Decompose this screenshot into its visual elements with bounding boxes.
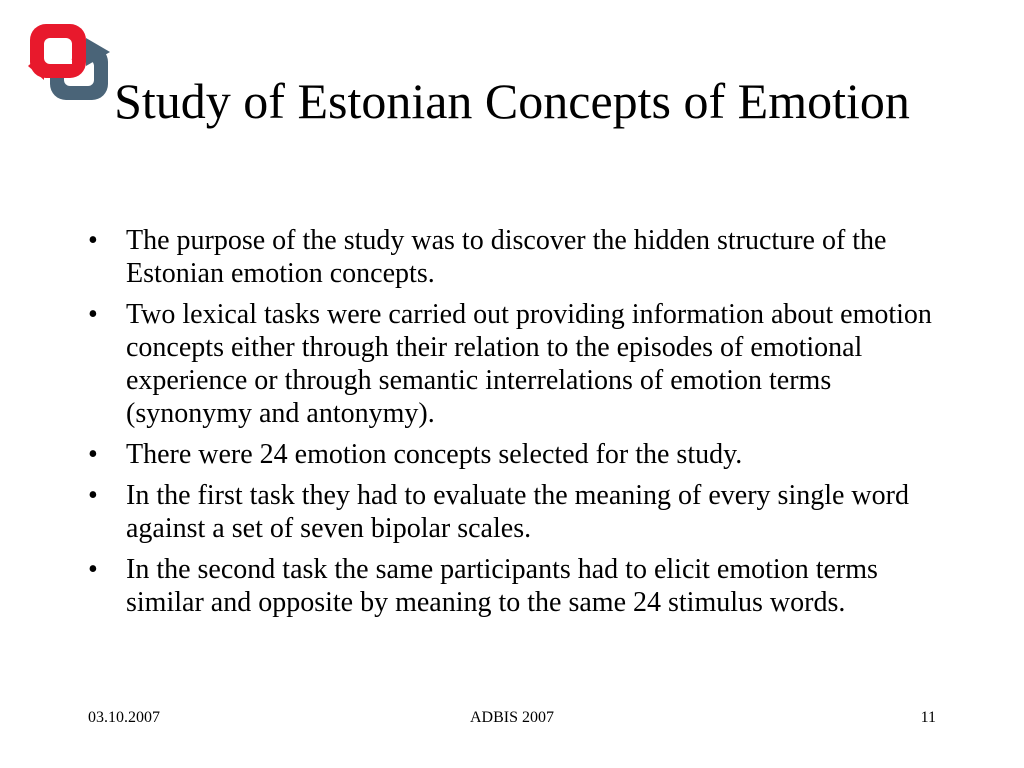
bullet-dot-icon: • [88,554,98,585]
bullet-item [88,553,948,619]
bullet-item [88,298,948,430]
slide-title: Study of Estonian Concepts of Emotion [114,73,910,129]
bullet-text: In the first task they had to evaluate the meaning of every single word against a set of seven bipolar scales. [126,480,909,544]
footer-date: 03.10.2007 [88,709,160,726]
bullet-list [88,224,948,627]
bullet-text: There were 24 emotion concepts selected for the study. [126,439,743,470]
footer-conference: ADBIS 2007 [469,709,554,726]
footer-page-number: 11 [920,709,936,726]
bullet-dot-icon: • [88,439,98,470]
bullet-text: Two lexical tasks were carried out providing information about emotion concepts either through their relation to the episodes of emotional experience or through semantic interrelations of emotion terms (synonymy and antonymy). [126,299,932,429]
bullet-text: The purpose of the study was to discover the hidden structure of the Estonian emotion concepts. [126,225,887,289]
bullet-dot-icon: • [88,299,98,330]
bullet-dot-icon: • [88,225,98,256]
bullet-text: In the second task the same participants had to elicit emotion terms similar and opposite by meaning to the same 24 stimulus words. [126,554,878,618]
bullet-item [88,479,948,545]
bullet-item [88,438,948,471]
bullet-dot-icon: • [88,480,98,511]
bullet-item [88,224,948,290]
